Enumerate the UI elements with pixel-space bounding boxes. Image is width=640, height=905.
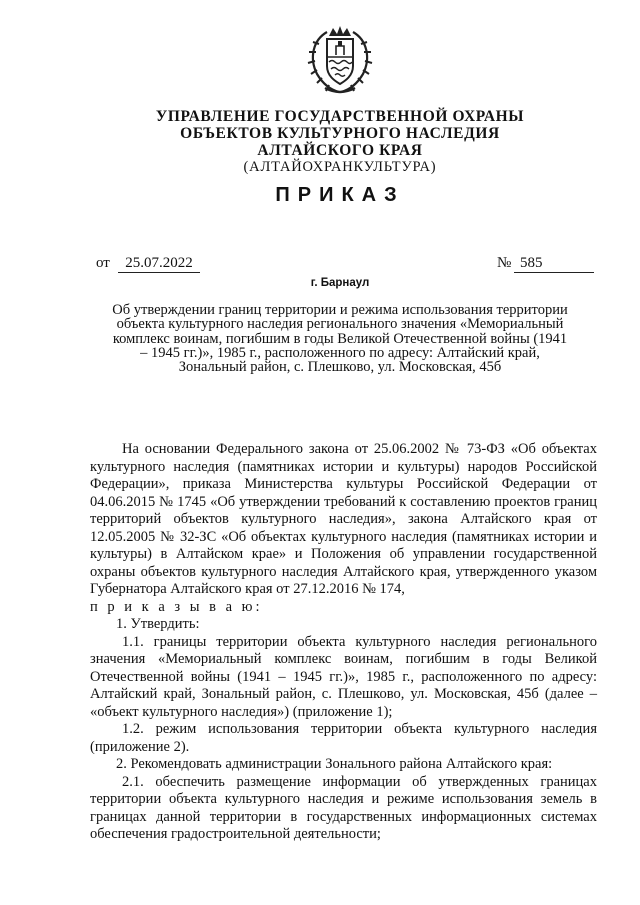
date-prefix: от (96, 255, 110, 271)
document-number: 585 (514, 255, 594, 273)
org-line-1: УПРАВЛЕНИЕ ГОСУДАРСТВЕННОЙ ОХРАНЫ (155, 108, 525, 125)
item-1: 1. Утвердить: (116, 616, 200, 632)
coat-of-arms-icon (305, 24, 375, 96)
item-1-2: 1.2. режим использования территории объекта культурного наследия (приложение 2). (90, 721, 597, 755)
document-type-title: ПРИКАЗ (275, 184, 405, 206)
org-line-3: АЛТАЙСКОГО КРАЯ (257, 142, 423, 159)
document-subject: Об утверждении границ территории и режима использования территории объекта культурного наследия регионального значения «Мемориальный комплекс воинам, погибшим в годы Великой Отечественной войны (1941 – 1945 гг.)», 1985 г., расположенного по адресу: Алтайский край, Зональный район, с. Плешково, ул. Московская, 45б (112, 302, 568, 376)
document-date: 25.07.2022 (118, 255, 200, 273)
org-abbreviation: (АЛТАЙОХРАНКУЛЬТУРА) (243, 159, 437, 175)
number-prefix: № (497, 255, 512, 271)
organization-name (0, 108, 640, 176)
item-1-1: 1.1. границы территории объекта культурного наследия регионального значения «Мемориальный комплекс воинам, погибшим в годы Великой Отечественной войны (1941 – 1945 гг.)», 1985 г., расположенного по адресу: Алтайский край, Зональный район, с. Плешково, ул. Московская, 45б (далее – «объект культурного наследия») (приложение 1); (90, 633, 597, 720)
item-2: 2. Рекомендовать администрации Зонального района Алтайского края: (116, 756, 553, 772)
prikazyvayu-line: п р и к а з ы в а ю: (90, 598, 263, 615)
city: г. Барнаул (310, 277, 370, 289)
item-2-1: 2.1. обеспечить размещение информации об утвержденных границах территории объекта культурного наследия и режиме использования земель в границах данной территории в государственных информационных системах обеспечения градостроительной деятельности; (90, 773, 597, 842)
document-body (90, 441, 597, 844)
preamble-paragraph: На основании Федерального закона от 25.06.2002 № 73-ФЗ «Об объектах культурного наследия (памятниках истории и культуры) народов Российской Федерации», приказа Министерства культуры Российской Федерации от 04.06.2015 № 1745 «Об утверждении требований к составлению проектов границ территорий объектов культурного наследия», закона Алтайского края от 12.05.2005 № 32-ЗС «Об объектах культурного наследия (памятниках истории и культуры) в Алтайском крае» и Положения об управлении государственной охраны объектов культурного наследия Алтайского края, утвержденного указом Губернатора Алтайского края от 27.12.2016 № 174, (90, 441, 597, 597)
org-line-2: ОБЪЕКТОВ КУЛЬТУРНОГО НАСЛЕДИЯ (180, 125, 500, 142)
